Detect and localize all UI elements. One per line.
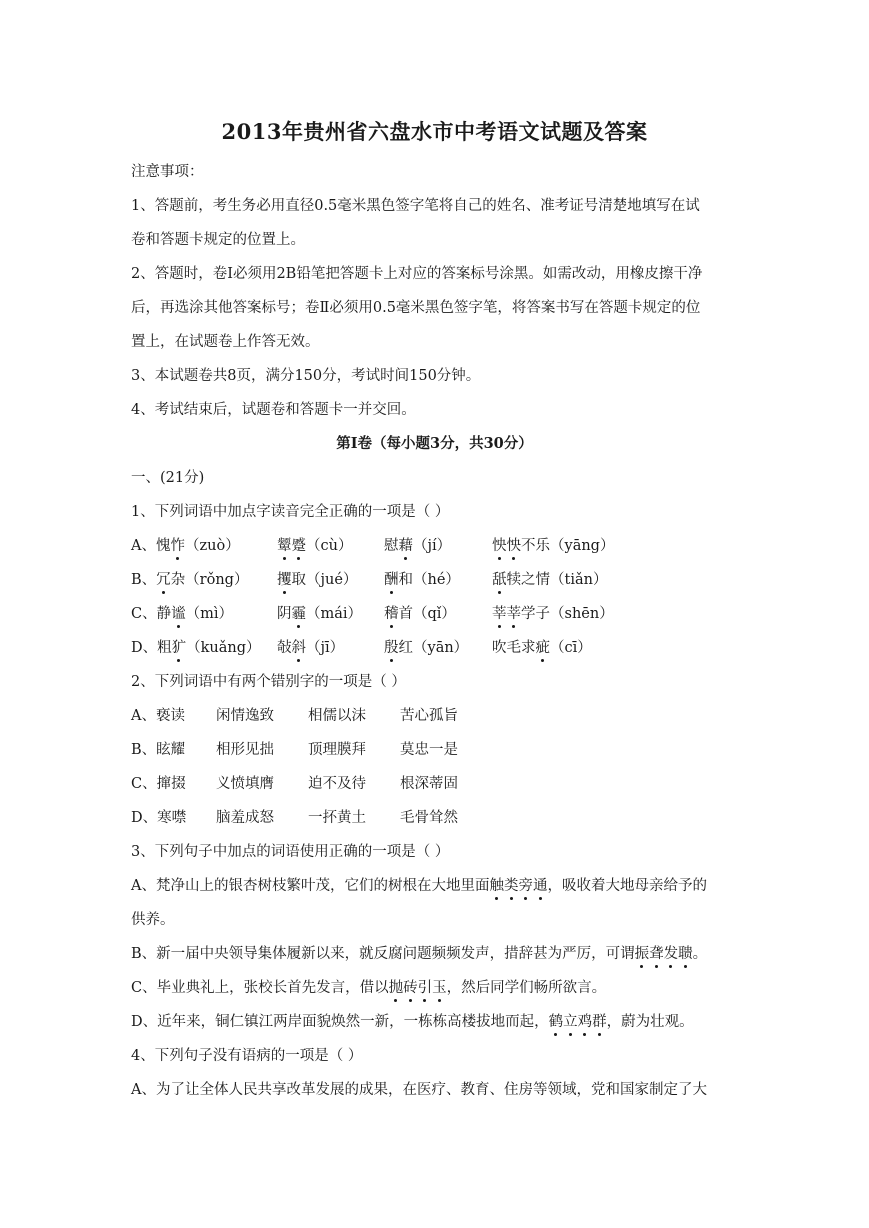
q2-option-term: 顶理膜拜 — [308, 742, 366, 758]
dotted-term — [549, 1014, 607, 1030]
notice-line: 2、答题时，卷Ⅰ必须用2B铅笔把答题卡上对应的答案标号涂黑。如需改动，用橡皮擦干净 — [131, 266, 703, 282]
emphasis-char: 怏 — [492, 534, 507, 555]
text-segment: A、愧 — [131, 538, 171, 554]
part-heading: 一、(21分) — [131, 470, 205, 486]
q2-option-term: 闲情逸致 — [216, 708, 274, 724]
emphasis-char: 发 — [664, 942, 679, 963]
question-3-option-a — [131, 874, 707, 895]
q2-option-term: 迫不及待 — [308, 776, 366, 792]
emphasis-char: 蹙 — [292, 534, 307, 555]
notice-heading: 注意事项： — [131, 164, 204, 180]
q1-option-term — [131, 602, 233, 623]
emphasis-char: 霾 — [292, 602, 307, 623]
text-segment: B、新一届中央领导集体履新以来，就反腐问题频频发声，措辞甚为严厉，可谓 — [131, 946, 635, 962]
text-segment: （zuò） — [184, 538, 240, 554]
q2-option-term: B、眩耀 — [131, 742, 186, 758]
notice-line: 卷和答题卡规定的位置上。 — [131, 232, 305, 248]
q2-option-term: 根深蒂固 — [400, 776, 458, 792]
question-4-option-a: A、为了让全体人民共享改革发展的成果，在医疗、教育、住房等领域，党和国家制定了大 — [131, 1082, 707, 1098]
text-segment: 红（yān） — [398, 640, 469, 656]
text-segment: 。 — [692, 946, 708, 962]
question-1-stem: 1、下列词语中加点字读音完全正确的一项是（ ） — [131, 504, 450, 520]
question-3-option-b — [131, 942, 707, 963]
dotted-term — [492, 572, 507, 588]
dotted-term — [170, 538, 185, 554]
q1-option-term — [384, 534, 451, 555]
dotted-term — [489, 878, 547, 894]
notice-line: 置上，在试题卷上作答无效。 — [131, 334, 320, 350]
notice-line: 4、考试结束后，试题卷和答题卡一并交回。 — [131, 402, 416, 418]
text-segment: （cù） — [306, 538, 353, 554]
text-segment: 敧 — [277, 640, 292, 656]
text-segment: （kuǎng） — [186, 640, 261, 656]
text-segment: D、粗 — [131, 640, 172, 656]
question-3-stem: 3、下列句子中加点的词语使用正确的一项是（ ） — [131, 844, 450, 860]
emphasis-char: 引 — [418, 976, 433, 997]
emphasis-char: 莘 — [507, 602, 522, 623]
q1-option-term — [384, 602, 456, 623]
q1-option-term — [384, 636, 468, 657]
q2-option-term: A、亵读 — [131, 708, 185, 724]
q2-option-term: 一抔黄土 — [308, 810, 366, 826]
text-segment: （mì） — [185, 606, 233, 622]
emphasis-char: 立 — [563, 1010, 578, 1031]
q1-option-term — [492, 602, 614, 623]
q2-option-term: 义愤填膺 — [216, 776, 274, 792]
text-segment: 杂（rǒng） — [170, 572, 249, 588]
emphasis-char: 类 — [504, 874, 519, 895]
emphasis-char: 斜 — [292, 636, 307, 657]
text-segment: 和（hé） — [398, 572, 460, 588]
emphasis-char: 冗 — [156, 568, 171, 589]
q1-option-term — [131, 534, 240, 555]
emphasis-char: 颦 — [277, 534, 292, 555]
emphasis-char: 聩 — [678, 942, 693, 963]
emphasis-char: 玉 — [432, 976, 447, 997]
dotted-term — [389, 980, 447, 996]
emphasis-char: 鸡 — [578, 1010, 593, 1031]
dotted-term — [171, 606, 186, 622]
dotted-term — [277, 538, 306, 554]
dotted-term — [384, 572, 399, 588]
q2-option-term: 相形见拙 — [216, 742, 274, 758]
dotted-term — [292, 606, 307, 622]
dotted-term — [384, 640, 399, 656]
text-segment: ，蔚为壮观。 — [606, 1014, 694, 1030]
emphasis-char: 触 — [489, 874, 504, 895]
document-title: 2013年贵州省六盘水市中考语文试题及答案 — [221, 119, 648, 144]
emphasis-char: 怏 — [507, 534, 522, 555]
q2-option-term: 莫忠一是 — [400, 742, 458, 758]
question-3-option-a-cont: 供养。 — [131, 912, 175, 928]
emphasis-char: 藉 — [399, 534, 414, 555]
q2-option-term: 苦心孤旨 — [400, 708, 458, 724]
emphasis-char: 莘 — [492, 602, 507, 623]
emphasis-char: 舐 — [492, 568, 507, 589]
text-segment: C、静 — [131, 606, 172, 622]
notice-line: 后，再选涂其他答案标号；卷Ⅱ必须用0.5毫米黑色签字笔，将答案书写在答题卡规定的位 — [131, 300, 701, 316]
dotted-term — [384, 606, 399, 622]
dotted-term — [156, 572, 171, 588]
text-segment: （jí） — [413, 538, 452, 554]
emphasis-char: 稽 — [384, 602, 399, 623]
q1-option-term — [492, 568, 607, 589]
q2-option-term: 脑羞成怒 — [216, 810, 274, 826]
text-segment: 阴 — [277, 606, 292, 622]
emphasis-char: 群 — [592, 1010, 607, 1031]
q1-option-term — [492, 534, 614, 555]
emphasis-char: 聋 — [649, 942, 664, 963]
q1-option-term — [384, 568, 460, 589]
text-segment: A、梵净山上的银杏树枝繁叶茂，它们的树根在大地里面 — [131, 878, 490, 894]
q1-option-term — [277, 602, 362, 623]
question-4-stem: 4、下列句子没有语病的一项是（ ） — [131, 1048, 363, 1064]
emphasis-char: 殷 — [384, 636, 399, 657]
emphasis-char: 鹤 — [549, 1010, 564, 1031]
q1-option-term — [277, 534, 352, 555]
q1-option-term — [277, 568, 357, 589]
q2-option-term: 相儒以沫 — [308, 708, 366, 724]
dotted-term — [635, 946, 693, 962]
text-segment: 吹毛求 — [492, 640, 536, 656]
question-3-option-d — [131, 1010, 694, 1031]
emphasis-char: 攫 — [277, 568, 292, 589]
emphasis-char: 疵 — [536, 636, 551, 657]
emphasis-char: 砖 — [403, 976, 418, 997]
emphasis-char: 酬 — [384, 568, 399, 589]
text-segment: 不乐（yāng） — [521, 538, 615, 554]
q1-option-term — [492, 636, 592, 657]
q2-option-term: 毛骨耸然 — [400, 810, 458, 826]
dotted-term — [536, 640, 551, 656]
emphasis-char: 旁 — [518, 874, 533, 895]
text-segment: （mái） — [306, 606, 363, 622]
emphasis-char: 犷 — [172, 636, 187, 657]
text-segment: （cī） — [550, 640, 592, 656]
dotted-term — [492, 538, 521, 554]
dotted-term — [172, 640, 187, 656]
section-title: 第Ⅰ卷（每小题3分，共30分） — [336, 435, 533, 452]
text-segment: 首（qǐ） — [398, 606, 456, 622]
q2-option-term: C、撺掇 — [131, 776, 186, 792]
emphasis-char: 谧 — [171, 602, 186, 623]
text-segment: C、毕业典礼上，张校长首先发言，借以 — [131, 980, 389, 996]
text-segment: ，然后同学们畅所欲言。 — [446, 980, 607, 996]
notice-line: 3、本试题卷共8页，满分150分，考试时间150分钟。 — [131, 368, 481, 384]
emphasis-char: 怍 — [170, 534, 185, 555]
dotted-term — [277, 572, 292, 588]
dotted-term — [292, 640, 307, 656]
text-segment: 学子（shēn） — [521, 606, 614, 622]
text-segment: 取（jué） — [291, 572, 358, 588]
question-2-stem: 2、下列词语中有两个错别字的一项是（ ） — [131, 674, 406, 690]
dotted-term — [399, 538, 414, 554]
text-segment: 慰 — [384, 538, 399, 554]
notice-line: 1、答题前，考生务必用直径0.5毫米黑色签字笔将自己的姓名、准考证号清楚地填写在试 — [131, 198, 700, 214]
q1-option-term — [131, 636, 261, 657]
q1-option-term — [277, 636, 344, 657]
text-segment: （jī） — [306, 640, 345, 656]
text-segment: 犊之情（tiǎn） — [506, 572, 608, 588]
text-segment: B、 — [131, 572, 157, 588]
text-segment: ，吸收着大地母亲给予的 — [547, 878, 707, 894]
question-3-option-c — [131, 976, 606, 997]
emphasis-char: 振 — [635, 942, 650, 963]
dotted-term — [492, 606, 521, 622]
emphasis-char: 抛 — [389, 976, 404, 997]
q2-option-term: D、寒噤 — [131, 810, 187, 826]
q1-option-term — [131, 568, 248, 589]
emphasis-char: 通 — [533, 874, 548, 895]
text-segment: D、近年来，铜仁镇江两岸面貌焕然一新，一栋栋高楼拔地而起， — [131, 1014, 549, 1030]
